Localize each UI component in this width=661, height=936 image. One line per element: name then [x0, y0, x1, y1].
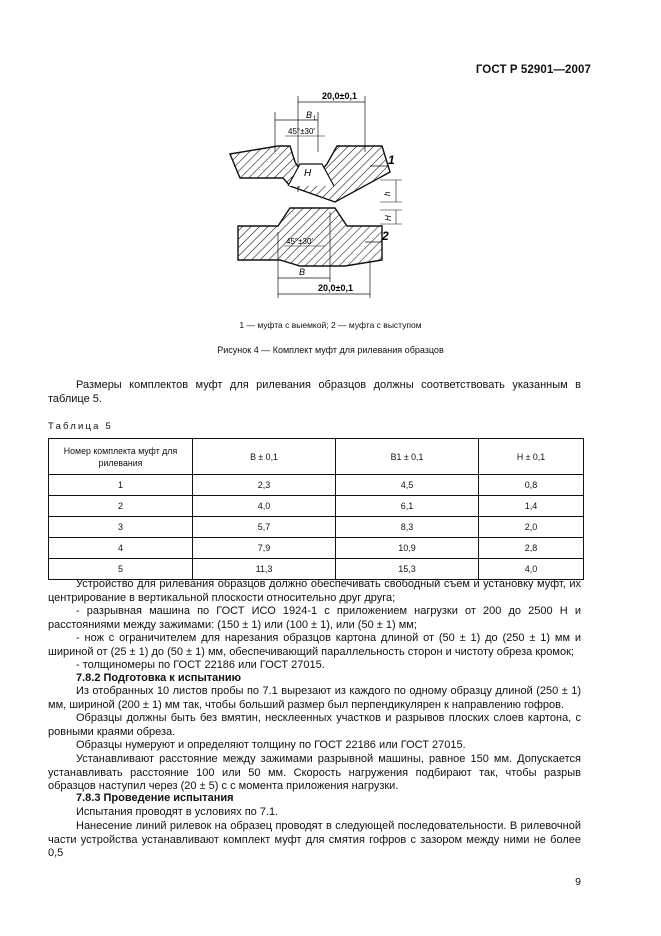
angle-bottom-label: 45°±30′	[286, 237, 313, 246]
table-row	[49, 517, 584, 538]
standard-header: ГОСТ Р 52901—2007	[475, 64, 591, 76]
intro-paragraph: Размеры комплектов муфт для рилевания образцов должны соответствовать указанным в таблице 5.	[48, 379, 581, 405]
coupling-set-figure	[200, 82, 470, 312]
heading-7-8-3: 7.8.3 Проведение испытания	[76, 792, 234, 804]
paragraph-sample-quality: Образцы должны быть без вмятин, несклеенных участков и разрывов плоских слоев картона, с ровными краями обреза.	[48, 712, 581, 738]
label-h-gap: h	[383, 191, 392, 196]
col-header-b1: B1 ± 0,1	[336, 439, 479, 475]
table-row	[49, 538, 584, 559]
table-cell: 15,3	[336, 559, 479, 580]
table-cell: 0,8	[479, 475, 584, 496]
table-cell: 5,7	[193, 517, 336, 538]
part-2-label: 2	[382, 229, 389, 243]
table-row	[49, 559, 584, 580]
dim-bottom-text: 20,0±0,1	[318, 283, 353, 293]
paragraph-tensile-machine: - разрывная машина по ГОСТ ИСО 1924-1 с приложением нагрузки от 200 до 2500 Н и расстояниями между зажимами: (150 ± 1) или (100 ± 1), или (50 ± 1) мм;	[48, 605, 581, 631]
part-1-label: 1	[388, 153, 395, 167]
page-number: 9	[575, 876, 581, 888]
table-cell: 2,3	[193, 475, 336, 496]
table-cell: 4,0	[193, 496, 336, 517]
paragraph-numbering: Образцы нумеруют и определяют толщину по ГОСТ 22186 или ГОСТ 27015.	[76, 739, 466, 751]
table-row	[49, 475, 584, 496]
table-cell: 7,9	[193, 538, 336, 559]
table-cell: 2,0	[479, 517, 584, 538]
table-row	[49, 496, 584, 517]
label-h-bottom: H	[384, 215, 393, 221]
label-b1: B	[306, 110, 313, 120]
col-header-h: H ± 0,1	[479, 439, 584, 475]
figure-legend: 1 — муфта с выемкой; 2 — муфта с выступом	[239, 320, 422, 330]
table-cell: 5	[49, 559, 193, 580]
label-b: B	[299, 267, 306, 277]
paragraph-test-conditions: Испытания проводят в условиях по 7.1.	[76, 806, 279, 818]
table-cell: 8,3	[336, 517, 479, 538]
col-header-set-number: Номер комплекта муфт для рилевания	[49, 439, 193, 475]
dim-top-text: 20,0±0,1	[322, 91, 357, 101]
table-cell: 4	[49, 538, 193, 559]
table-label: Таблица 5	[48, 421, 113, 432]
paragraph-device: Устройство для рилевания образцов должно обеспечивать свободный съем и установку муфт, их центрирование в вертикальной плоскости относительно друг друга;	[48, 578, 581, 604]
table-cell: 2	[49, 496, 193, 517]
paragraph-clamp-distance: Устанавливают расстояние между зажимами разрывной машины, равное 150 мм. Допускается устанавливать расстояние 100 или 50 мм. Скорость нагружения подбирают так, чтобы разрыв образцов наступил через (20 ± 5) с с момента приложения нагрузки.	[48, 753, 581, 793]
table-cell: 4,5	[336, 475, 479, 496]
paragraph-thickness-gauge: - толщиномеры по ГОСТ 22186 или ГОСТ 27015.	[76, 659, 325, 671]
table-cell: 11,3	[193, 559, 336, 580]
paragraph-knife: - нож с ограничителем для нарезания образцов картона длиной от (50 ± 1) до (250 ± 1) мм и шириной от (25 ± 1) до (50 ± 1) мм, обеспечивающий параллельность сторон и чистоту обреза кромок;	[48, 632, 581, 658]
col-header-b: B ± 0,1	[193, 439, 336, 475]
table-cell: 2,8	[479, 538, 584, 559]
table-cell: 10,9	[336, 538, 479, 559]
figure-caption: Рисунок 4 — Комплект муфт для рилевания образцов	[217, 345, 444, 355]
table-header-row	[49, 439, 584, 475]
coupling-dimensions-table	[48, 438, 584, 580]
angle-top-label: 45°±30′	[288, 127, 315, 136]
label-h: H	[304, 168, 312, 179]
paragraph-scoring-sequence: Нанесение линий рилевок на образец проводят в следующей последовательности. В рилевочной части устройства устанавливают комплект муфт для смятия гофров с зазором между ними не более 0,5	[48, 820, 581, 860]
table-cell: 1	[49, 475, 193, 496]
table-cell: 4,0	[479, 559, 584, 580]
coupling-drawing	[200, 82, 470, 312]
heading-7-8-2: 7.8.2 Подготовка к испытанию	[76, 672, 242, 684]
paragraph-sample-cutting: Из отобранных 10 листов пробы по 7.1 вырезают из каждого по одному образцу длиной (250 ± 1) мм, шириной (200 ± 1) мм так, чтобы больший размер был перпендикулярен к направлению гофров.	[48, 685, 581, 711]
table-cell: 1,4	[479, 496, 584, 517]
label-b1-sub: 1	[313, 116, 317, 122]
table-cell: 3	[49, 517, 193, 538]
table-cell: 6,1	[336, 496, 479, 517]
